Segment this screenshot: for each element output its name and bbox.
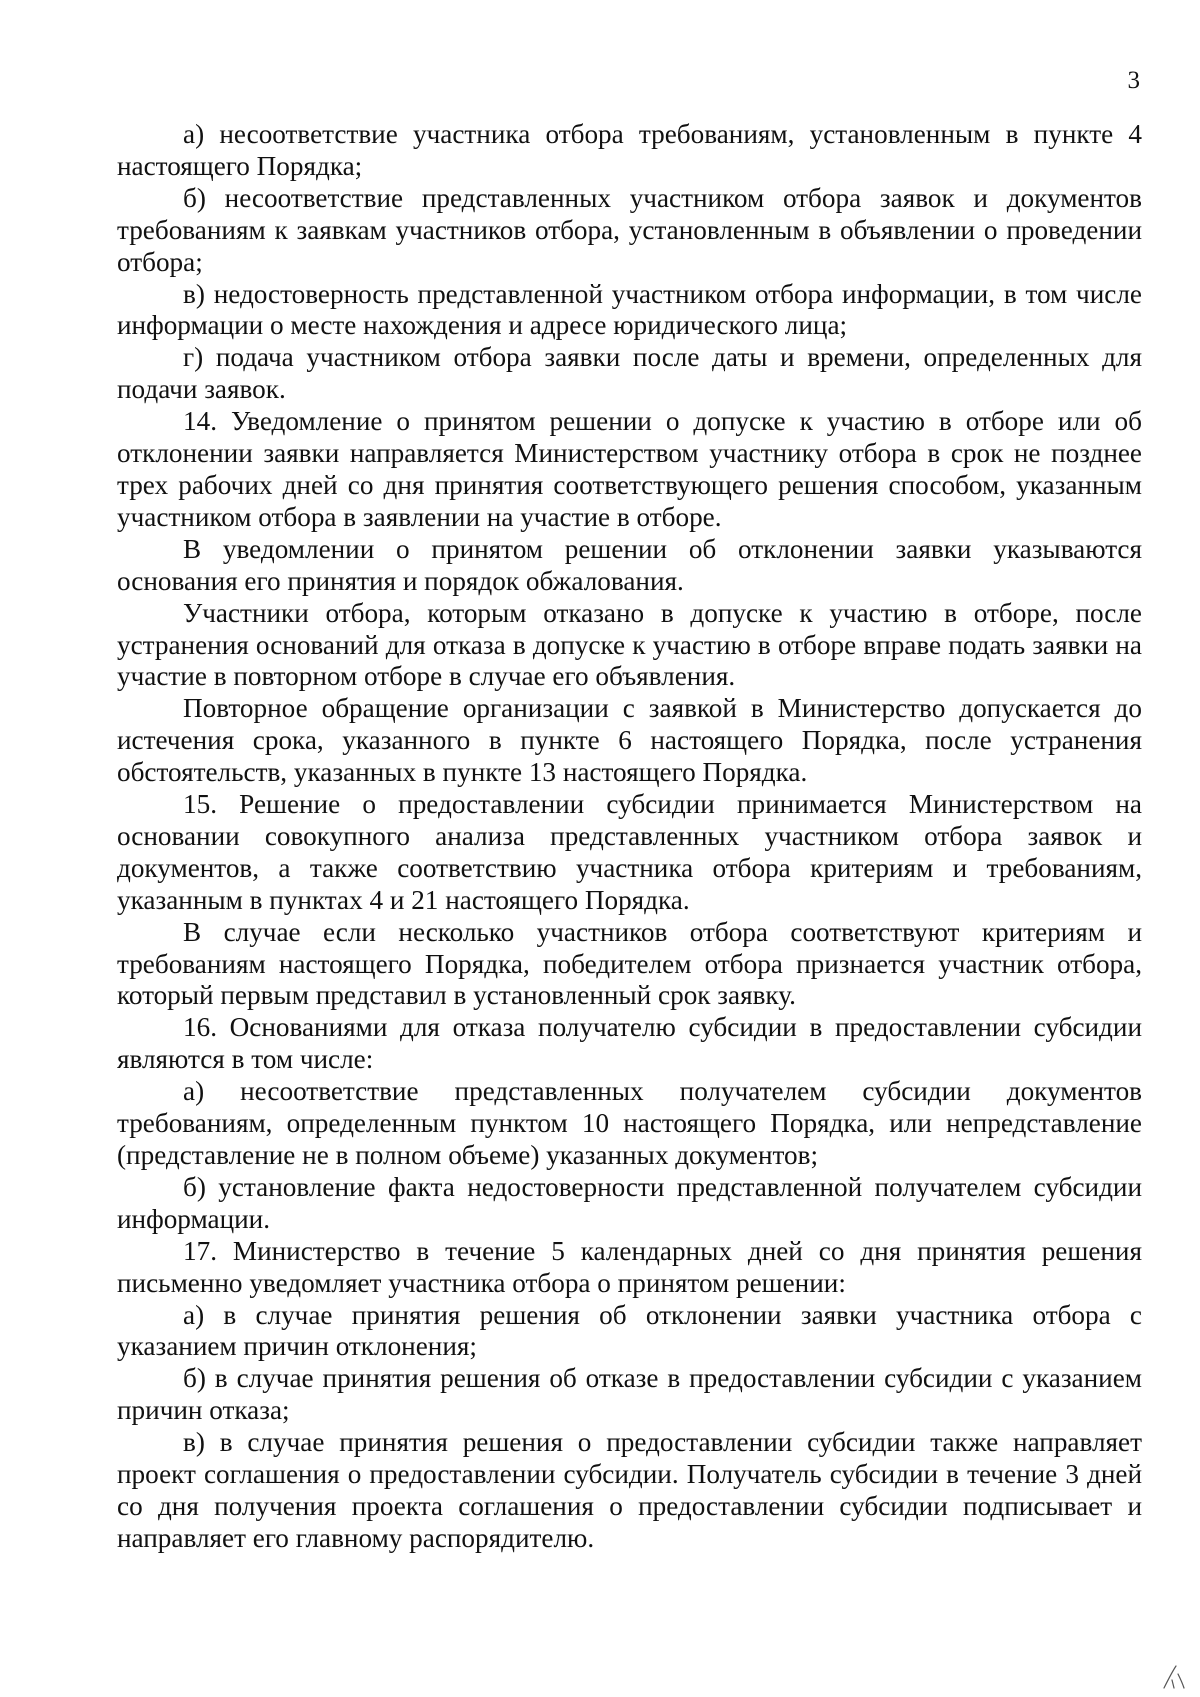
paragraph-13a: а) несоответствие участника отбора требованиям, установленным в пункте 4 настоящего Порядка;	[117, 119, 1142, 181]
page-number: 3	[1127, 67, 1140, 94]
paragraph-15-winner: В случае если несколько участников отбора соответствуют критериям и требованиям настоящего Порядка, победителем отбора признается участник отбора, который первым представил в установленный срок заявку.	[117, 916, 1142, 1011]
paragraph-16b: б) установление факта недостоверности представленной получателем субсидии информации.	[117, 1171, 1142, 1234]
document-body	[117, 119, 1142, 1555]
paragraph-16a: а) несоответствие представленных получателем субсидии документов требованиям, определенным пунктом 10 настоящего Порядка, или непредставление (представление не в полном объеме) указанных документов;	[117, 1076, 1142, 1170]
paragraph-17c: в) в случае принятия решения о предоставлении субсидии также направляет проект соглашения о предоставлении субсидии. Получатель субсидии в течение 3 дней со дня получения проекта соглашения о предоставлении субсидии подписывает и направляет его главному распорядителю.	[117, 1427, 1142, 1553]
paragraph-17b: б) в случае принятия решения об отказе в предоставлении субсидии с указанием причин отказа;	[117, 1363, 1142, 1426]
paragraph-14-notice: В уведомлении о принятом решении об отклонении заявки указываются основания его принятия и порядок обжалования.	[117, 533, 1142, 596]
paragraph-14-repeat-application: Повторное обращение организации с заявкой в Министерство допускается до истечения срока, указанного в пункте 6 настоящего Порядка, после устранения обстоятельств, указанных в пункте 13 настоящего Порядка.	[117, 693, 1142, 788]
paragraph-17: 17. Министерство в течение 5 календарных дней со дня принятия решения письменно уведомляет участника отбора о принятом решении:	[117, 1235, 1142, 1298]
paragraph-15: 15. Решение о предоставлении субсидии принимается Министерством на основании совокупного анализа представленных участником отбора заявок и документов, а также соответствию участника отбора критериям и требованиям, указанным в пунктах 4 и 21 настоящего Порядка.	[117, 789, 1142, 915]
paragraph-13b: б) несоответствие представленных участником отбора заявок и документов требованиям к заявкам участников отбора, установленным в объявлении о проведении отбора;	[117, 182, 1142, 277]
paragraph-14: 14. Уведомление о принятом решении о допуске к участию в отборе или об отклонении заявки направляется Министерством участнику отбора в срок не позднее трех рабочих дней со дня принятия соответствующего решения способом, указанным участником отбора в заявлении на участие в отборе.	[117, 406, 1142, 532]
paragraph-16: 16. Основаниями для отказа получателю субсидии в предоставлении субсидии являются в том числе:	[117, 1012, 1142, 1075]
handwritten-initial-mark	[1160, 1662, 1190, 1692]
paragraph-17a: а) в случае принятия решения об отклонении заявки участника отбора с указанием причин отклонения;	[117, 1299, 1142, 1362]
paragraph-14-resubmission: Участники отбора, которым отказано в допуске к участию в отборе, после устранения оснований для отказа в допуске к участию в отборе вправе подать заявки на участие в повторном отборе в случае его объявления.	[117, 597, 1142, 692]
paragraph-13d: г) подача участником отбора заявки после даты и времени, определенных для подачи заявок.	[117, 342, 1142, 405]
paragraph-13c: в) недостоверность представленной участником отбора информации, в том числе информации о месте нахождения и адресе юридического лица;	[117, 278, 1142, 341]
